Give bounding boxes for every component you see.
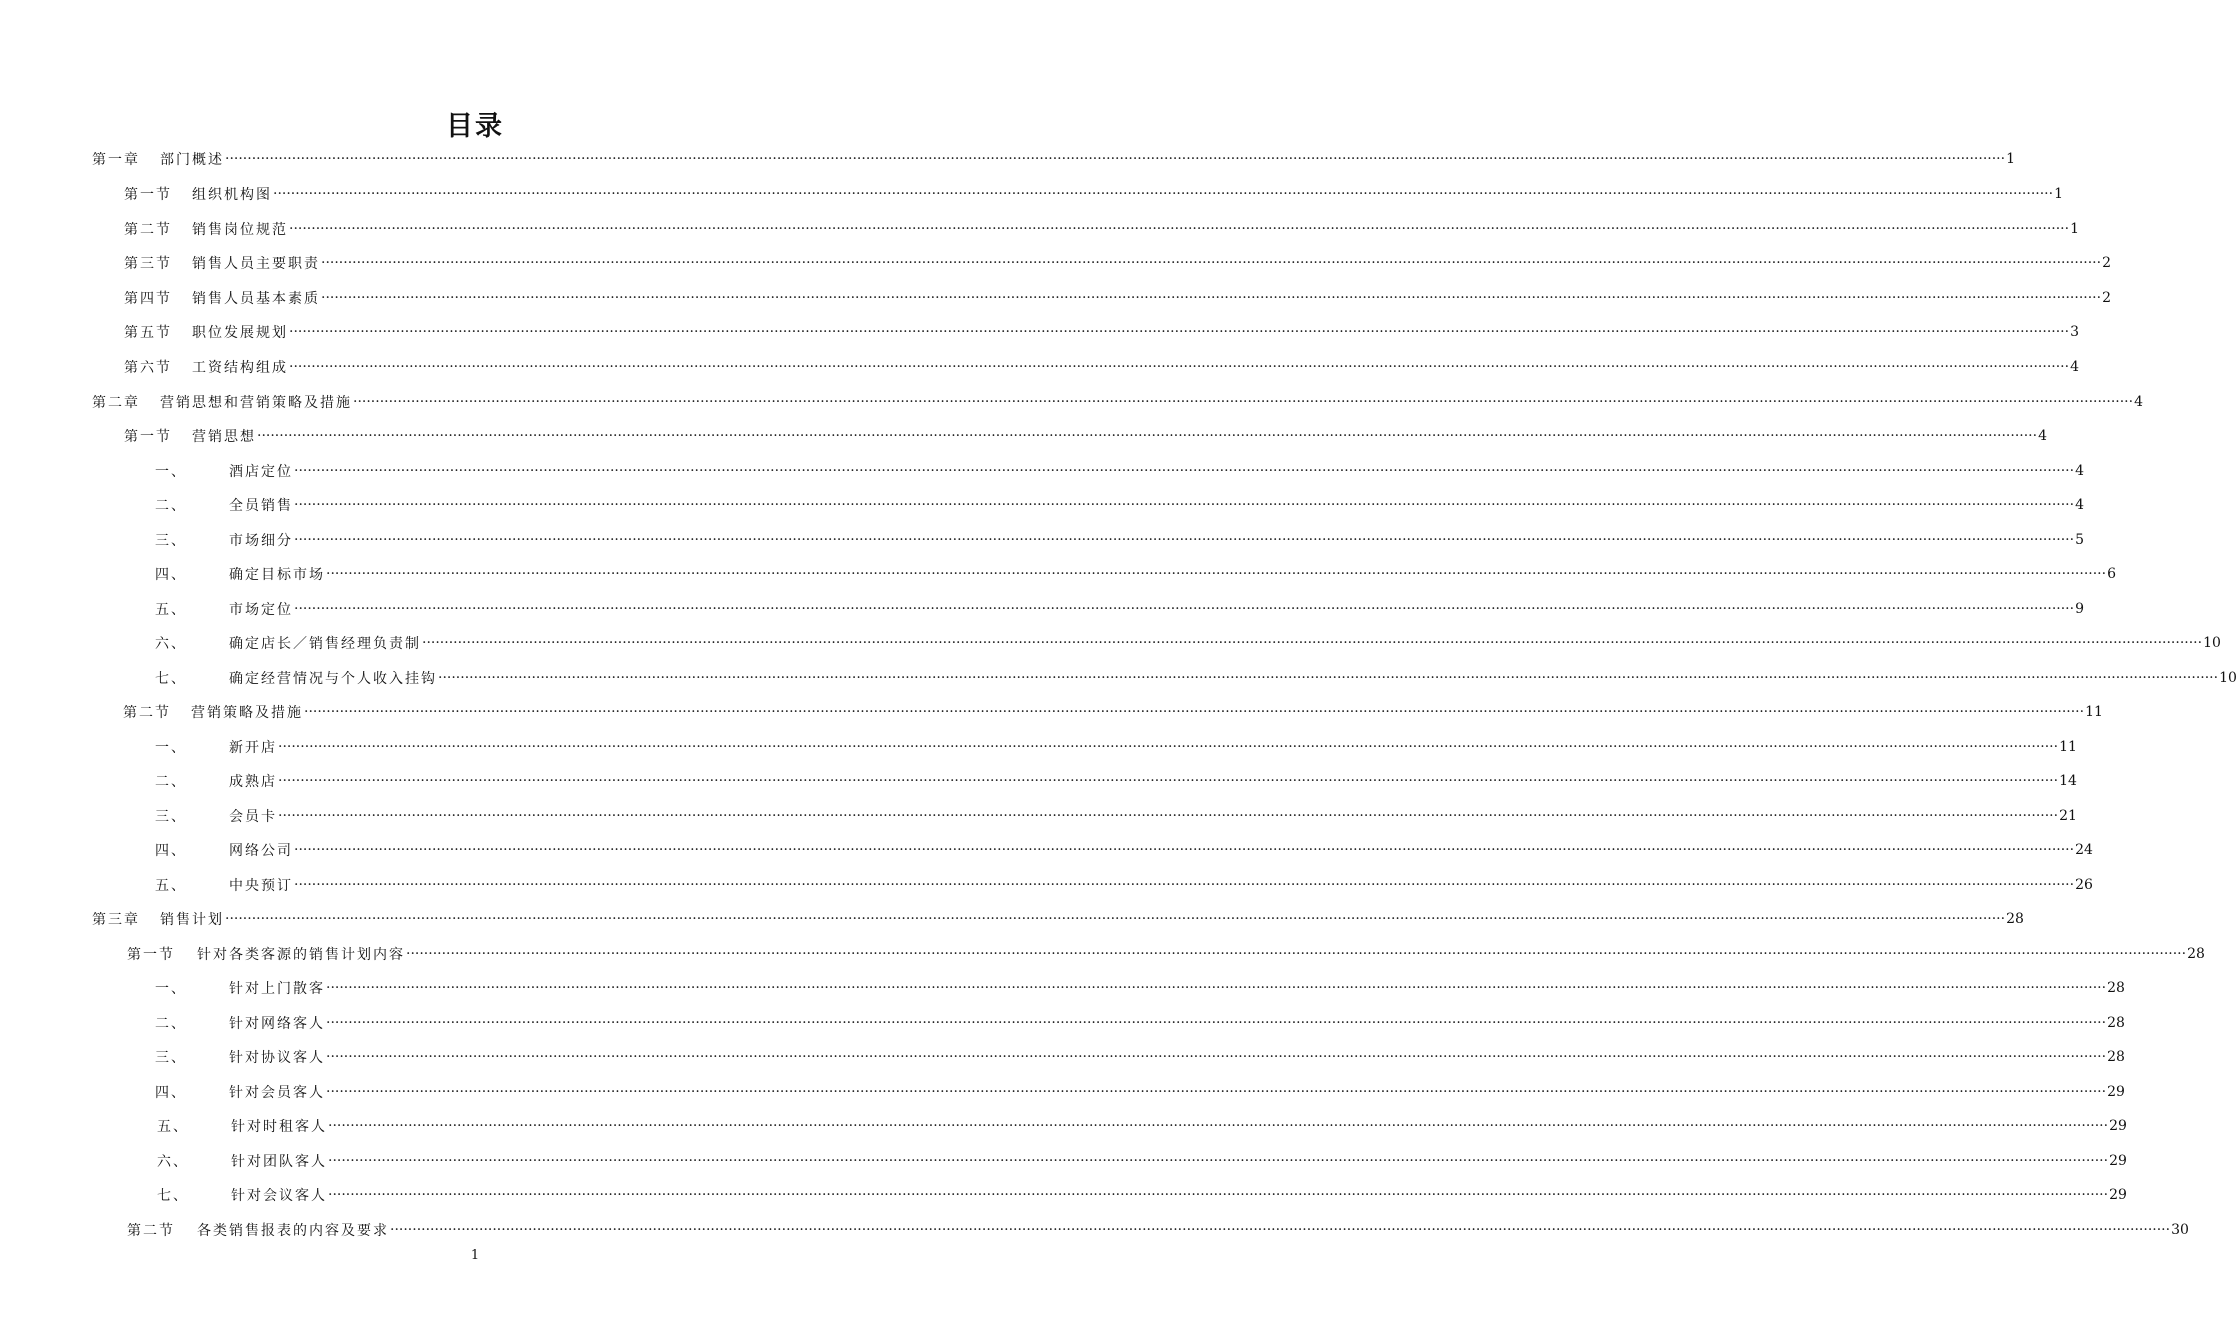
toc-entry-page: 29 — [2109, 1153, 2127, 1169]
toc-dot-leader: ················································································································································································································································································································································································································ — [406, 946, 2187, 962]
toc-entry-page: 11 — [2085, 704, 2103, 720]
toc-entry-title: 销售计划 — [160, 912, 224, 928]
toc-entry-number: 第二节 — [123, 705, 171, 721]
toc-entry-number: 二、 — [155, 774, 187, 790]
toc-entry-page: 29 — [2109, 1187, 2127, 1203]
toc-entry[interactable] — [155, 736, 2077, 758]
toc-entry-number: 第一节 — [124, 429, 172, 445]
toc-entry-number: 五、 — [157, 1119, 189, 1135]
toc-entry-number: 三、 — [155, 809, 187, 825]
toc-entry-title: 组织机构图 — [192, 187, 272, 203]
toc-entry-title: 部门概述 — [160, 152, 224, 168]
page-title: 目录 — [446, 111, 504, 142]
toc-entry-number: 七、 — [157, 1188, 189, 1204]
toc-entry-title: 确定店长／销售经理负责制 — [229, 636, 421, 652]
toc-entry[interactable] — [155, 839, 2093, 861]
toc-entry-title: 职位发展规划 — [192, 325, 288, 341]
toc-entry-number: 第三节 — [124, 256, 172, 272]
toc-entry[interactable] — [124, 425, 2047, 447]
toc-entry[interactable] — [155, 563, 2116, 585]
toc-dot-leader: ················································································································································································································································································································································································································ — [278, 773, 2059, 789]
toc-entry-page: 1 — [2070, 221, 2079, 237]
toc-entry[interactable] — [155, 632, 2221, 654]
toc-entry-number: 第五节 — [124, 325, 172, 341]
toc-entry-page: 10 — [2203, 635, 2221, 651]
toc-entry-page: 14 — [2059, 773, 2077, 789]
toc-entry-page: 5 — [2075, 532, 2084, 548]
toc-dot-leader: ················································································································································································································································································································································································································ — [289, 359, 2070, 375]
toc-entry-page: 3 — [2070, 324, 2079, 340]
toc-entry-number: 第一节 — [127, 947, 175, 963]
toc-entry-page: 4 — [2075, 463, 2084, 479]
toc-dot-leader: ················································································································································································································································································································································································································ — [294, 601, 2075, 617]
toc-entry-title: 销售人员主要职责 — [192, 256, 320, 272]
toc-entry-number: 五、 — [155, 602, 187, 618]
toc-dot-leader: ················································································································································································································································································································································································································ — [294, 532, 2075, 548]
toc-dot-leader: ················································································································································································································································································································································································································ — [294, 842, 2075, 858]
toc-entry[interactable] — [157, 1184, 2127, 1206]
toc-entry[interactable] — [92, 148, 2015, 170]
toc-entry-number: 七、 — [155, 671, 187, 687]
toc-entry-number: 四、 — [155, 567, 187, 583]
toc-entry-page: 1 — [2006, 151, 2015, 167]
toc-entry-title: 工资结构组成 — [192, 360, 288, 376]
toc-entry-page: 29 — [2107, 1084, 2125, 1100]
toc-dot-leader: ················································································································································································································································································································································································································ — [326, 980, 2107, 996]
toc-dot-leader: ················································································································································································································································································································································································································ — [422, 635, 2203, 651]
toc-entry-page: 28 — [2107, 1015, 2125, 1031]
toc-entry-page: 21 — [2059, 808, 2077, 824]
toc-dot-leader: ················································································································································································································································································································································································································ — [328, 1118, 2109, 1134]
toc-entry-title: 针对团队客人 — [231, 1154, 327, 1170]
toc-entry-page: 26 — [2075, 877, 2093, 893]
toc-dot-leader: ················································································································································································································································································································································································································ — [328, 1153, 2109, 1169]
toc-entry-number: 一、 — [155, 464, 187, 480]
toc-dot-leader: ················································································································································································································································································································································································································ — [257, 428, 2038, 444]
toc-entry[interactable] — [127, 943, 2205, 965]
toc-entry-number: 三、 — [155, 1050, 187, 1066]
toc-entry-page: 30 — [2171, 1222, 2189, 1238]
toc-entry-title: 营销策略及措施 — [191, 705, 303, 721]
toc-dot-leader: ················································································································································································································································································································································································································ — [321, 290, 2102, 306]
toc-entry-title: 销售人员基本素质 — [192, 291, 320, 307]
toc-entry-number: 四、 — [155, 1085, 187, 1101]
toc-entry[interactable] — [157, 1115, 2127, 1137]
toc-entry-number: 第二节 — [124, 222, 172, 238]
toc-entry[interactable] — [155, 1046, 2125, 1068]
toc-entry[interactable] — [155, 1012, 2125, 1034]
toc-entry-title: 针对时租客人 — [231, 1119, 327, 1135]
toc-entry-page: 6 — [2107, 566, 2116, 582]
toc-entry-number: 第二节 — [127, 1223, 175, 1239]
toc-entry-title: 酒店定位 — [229, 464, 293, 480]
toc-entry-number: 六、 — [155, 636, 187, 652]
toc-entry[interactable] — [155, 529, 2084, 551]
toc-entry-title: 会员卡 — [229, 809, 277, 825]
toc-entry[interactable] — [155, 667, 2237, 689]
toc-entry-page: 2 — [2102, 255, 2111, 271]
toc-entry-number: 一、 — [155, 740, 187, 756]
toc-entry-number: 第三章 — [92, 912, 140, 928]
toc-entry-title: 针对会议客人 — [231, 1188, 327, 1204]
toc-entry[interactable] — [124, 321, 2079, 343]
toc-entry-page: 28 — [2187, 946, 2205, 962]
toc-entry[interactable] — [155, 977, 2125, 999]
toc-dot-leader: ················································································································································································································································································································································································································ — [390, 1222, 2171, 1238]
toc-entry[interactable] — [124, 183, 2063, 205]
toc-entry-number: 四、 — [155, 843, 187, 859]
toc-entry-title: 市场细分 — [229, 533, 293, 549]
toc-entry-page: 28 — [2107, 980, 2125, 996]
toc-entry-page: 9 — [2075, 601, 2084, 617]
toc-entry[interactable] — [127, 1219, 2189, 1241]
toc-entry-page: 10 — [2219, 670, 2237, 686]
toc-dot-leader: ················································································································································································································································································································································································································ — [278, 808, 2059, 824]
toc-entry-title: 营销思想 — [192, 429, 256, 445]
toc-dot-leader: ················································································································································································································································································································································································································ — [225, 911, 2006, 927]
toc-entry[interactable] — [155, 460, 2084, 482]
toc-entry-page: 4 — [2075, 497, 2084, 513]
toc-dot-leader: ················································································································································································································································································································································································································ — [289, 221, 2070, 237]
toc-dot-leader: ················································································································································································································································································································································································································ — [321, 255, 2102, 271]
toc-entry-number: 第一章 — [92, 152, 140, 168]
toc-entry-title: 成熟店 — [229, 774, 277, 790]
toc-entry[interactable] — [124, 218, 2079, 240]
toc-entry-number: 一、 — [155, 981, 187, 997]
toc-entry-title: 市场定位 — [229, 602, 293, 618]
toc-entry[interactable] — [155, 770, 2077, 792]
toc-dot-leader: ················································································································································································································································································································································································································ — [294, 463, 2075, 479]
toc-entry-number: 第一节 — [124, 187, 172, 203]
toc-entry-title: 确定目标市场 — [229, 567, 325, 583]
toc-entry-title: 针对上门散客 — [229, 981, 325, 997]
toc-entry[interactable] — [155, 874, 2093, 896]
toc-dot-leader: ················································································································································································································································································································································································································ — [328, 1187, 2109, 1203]
toc-dot-leader: ················································································································································································································································································································································································································ — [326, 1015, 2107, 1031]
toc-entry-page: 4 — [2038, 428, 2047, 444]
toc-entry-title: 各类销售报表的内容及要求 — [197, 1223, 389, 1239]
toc-dot-leader: ················································································································································································································································································································································································································ — [294, 877, 2075, 893]
toc-dot-leader: ················································································································································································································································································································································································································ — [225, 151, 2006, 167]
toc-entry[interactable] — [124, 252, 2111, 274]
page-number-footer: 1 — [470, 1248, 480, 1263]
toc-entry-title: 新开店 — [229, 740, 277, 756]
toc-entry-title: 销售岗位规范 — [192, 222, 288, 238]
toc-entry-page: 29 — [2109, 1118, 2127, 1134]
toc-entry[interactable] — [124, 356, 2079, 378]
toc-entry-page: 24 — [2075, 842, 2093, 858]
toc-entry-title: 全员销售 — [229, 498, 293, 514]
toc-dot-leader: ················································································································································································································································································································································································································ — [326, 1049, 2107, 1065]
toc-entry-number: 二、 — [155, 498, 187, 514]
toc-entry[interactable] — [92, 391, 2143, 413]
toc-entry-title: 营销思想和营销策略及措施 — [160, 395, 352, 411]
toc-entry-number: 第二章 — [92, 395, 140, 411]
toc-entry-number: 第四节 — [124, 291, 172, 307]
toc-entry-number: 第六节 — [124, 360, 172, 376]
toc-entry[interactable] — [124, 287, 2111, 309]
toc-dot-leader: ················································································································································································································································································································································································································ — [353, 394, 2134, 410]
toc-entry[interactable] — [155, 598, 2084, 620]
toc-entry-page: 4 — [2134, 394, 2143, 410]
toc-entry-page: 2 — [2102, 290, 2111, 306]
toc-dot-leader: ················································································································································································································································································································································································································ — [273, 186, 2054, 202]
toc-entry-page: 28 — [2006, 911, 2024, 927]
toc-entry-title: 针对网络客人 — [229, 1016, 325, 1032]
toc-dot-leader: ················································································································································································································································································································································································································ — [294, 497, 2075, 513]
toc-entry[interactable] — [155, 805, 2077, 827]
toc-dot-leader: ················································································································································································································································································································································································································ — [326, 566, 2107, 582]
toc-entry-number: 二、 — [155, 1016, 187, 1032]
toc-dot-leader: ················································································································································································································································································································································································································ — [438, 670, 2219, 686]
toc-dot-leader: ················································································································································································································································································································································································································ — [278, 739, 2059, 755]
toc-entry[interactable] — [155, 1081, 2125, 1103]
toc-entry-title: 针对各类客源的销售计划内容 — [197, 947, 405, 963]
toc-entry[interactable] — [92, 908, 2024, 930]
toc-dot-leader: ················································································································································································································································································································································································································ — [289, 324, 2070, 340]
toc-entry-number: 六、 — [157, 1154, 189, 1170]
toc-entry-title: 针对会员客人 — [229, 1085, 325, 1101]
toc-entry-page: 4 — [2070, 359, 2079, 375]
toc-entry-title: 针对协议客人 — [229, 1050, 325, 1066]
toc-entry-title: 中央预订 — [229, 878, 293, 894]
toc-entry-number: 五、 — [155, 878, 187, 894]
toc-entry[interactable] — [155, 494, 2084, 516]
toc-entry-number: 三、 — [155, 533, 187, 549]
toc-entry-page: 11 — [2059, 739, 2077, 755]
toc-entry-page: 28 — [2107, 1049, 2125, 1065]
toc-dot-leader: ················································································································································································································································································································································································································ — [304, 704, 2085, 720]
toc-entry-page: 1 — [2054, 186, 2063, 202]
toc-dot-leader: ················································································································································································································································································································································································································ — [326, 1084, 2107, 1100]
toc-entry[interactable] — [123, 701, 2103, 723]
toc-entry-title: 网络公司 — [229, 843, 293, 859]
toc-entry[interactable] — [157, 1150, 2127, 1172]
toc-entry-title: 确定经营情况与个人收入挂钩 — [229, 671, 437, 687]
